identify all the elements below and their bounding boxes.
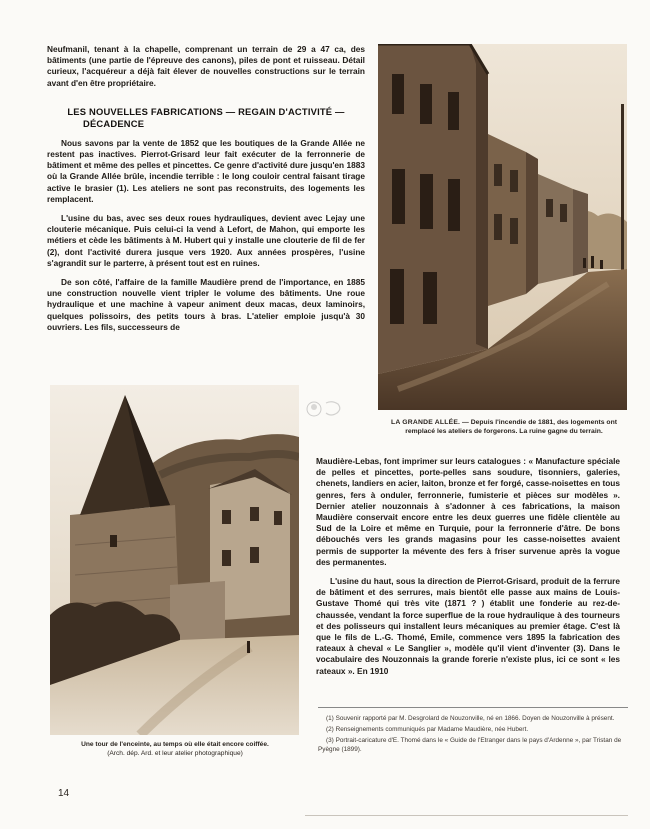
tour-enceinte-photo-graphic — [50, 385, 299, 735]
caption-grande-allee — [378, 418, 630, 436]
intro-paragraph: Neufmanil, tenant à la chapelle, comprenant un terrain de 29 a 47 ca, des bâtiments (une partie de l'épreuve des canons), piles de pont et ruisseau. Détail curieux, l'acquéreur a déjà fait élever de nouvelles constructions sur le terrain avant d'en être propriétaire. — [47, 44, 365, 88]
photo-grande-allee — [378, 44, 627, 410]
caption-bottom-line2: (Arch. dép. Ard. et leur atelier photographique) — [107, 750, 243, 757]
caption-tour-enceinte — [50, 740, 300, 758]
footnote-3: (3) Portrait-caricature d'E. Thomé dans le « Guide de l'Etranger dans le pays d'Ardenne », par Tristan de Pyègne (1899). — [318, 737, 622, 753]
section-title-line1: LES NOUVELLES FABRICATIONS — REGAIN D'ACTIVITÉ — — [67, 105, 345, 117]
paragraph-catalogues: Maudière-Lebas, font imprimer sur leurs catalogues : « Manufacture spéciale de pelles et pincettes, porte-pelles sans soudure, tisonniers, galeries, chenets, landiers en acier, laiton, bronze et fer forgé, casse-noisettes en tous genres, fers à onduler, ferronnerie, fumisterie et pièces sur modèles ». Dernier atelier nouzonnais à s'adonner à ces fabrications, la maison Maudière conservait encore entre les deux guerres une fidèle clientèle au Sud de la Loire et même en Turquie, pour la ferronnerie d'âtre. De bons débouchés vers les grands magasins pour les casse-noisettes avaient permis de supporter la mévente des fers à friser survenue après la vogue des permanentes. — [316, 456, 620, 567]
footnotes — [318, 707, 628, 756]
caption-top-text: — Depuis l'incendie de 1881, des logements ont remplacé les ateliers de forgerons. La ruine gagne du terrain. — [405, 419, 617, 435]
section-heading — [47, 106, 365, 130]
paragraph-usine-du-bas: L'usine du bas, avec ses deux roues hydrauliques, devient avec Lejay une clouterie mécanique. Puis celui-ci la vend à Lefort, de Mahon, qui emporte les métiers et cède les bâtiments à M. Hubert qui y installe une clouterie de fil de fer (2), dont l'activité durera jusque vers 1920. Aux années prospères, l'usine s'agrandit sur le parterre, à présent tout est en ruines. — [47, 213, 365, 268]
caption-top-lead: LA GRANDE ALLÉE. — [390, 419, 461, 426]
paragraph-usine-du-haut: L'usine du haut, sous la direction de Pierrot-Grisard, produit de la ferrure de bâtiment et des serrures, mais bientôt elle passe aux mains de Louis-Gustave Thomé qui très vite (1871 ? ) établit une fonderie au rez-de-chaussée, vendant la force superflue de la roue hydraulique à des tourneurs et des polisseurs qui installent leurs mécaniques au premier étage. C'est là que le fils de L.-G. Thomé, Emile, commence vers 1895 la fabrication des rateaux à cheval « Le Sanglier », modèle qu'il vient d'inventer (3). Dans le vocabulaire des Nouzonnais la grande forerie n'existe plus, ici ce sont « les rateaux ». En 1910 — [316, 576, 620, 676]
left-text-column — [47, 44, 365, 333]
bottom-rule — [305, 815, 628, 816]
caption-bottom-line1: Une tour de l'enceinte, au temps où elle était encore coiffée. — [81, 741, 269, 748]
footnote-1: (1) Souvenir rapporté par M. Desgrolard de Nouzonville, né en 1866. Doyen de Nouzonville à présent. — [326, 715, 615, 722]
paragraph-maudiere: De son côté, l'affaire de la famille Maudière prend de l'importance, en 1885 une construction nouvelle vient tripler le volume des bâtiments. Une roue hydraulique et une machine à vapeur animent deux macas, deux laminoirs, quelques polissoirs, des petits tours à bras. L'atelier emploie jusqu'à 30 ouvriers. Les fils, successeurs de — [47, 277, 365, 332]
right-text-column — [316, 456, 620, 677]
footnote-2: (2) Renseignements communiqués par Madame Maudière, née Hubert. — [326, 726, 529, 733]
section-title-line2: DÉCADENCE — [83, 117, 145, 129]
page-number: 14 — [58, 788, 70, 799]
archive-stamp-icon — [306, 398, 344, 420]
paragraph-grande-allee: Nous savons par la vente de 1852 que les boutiques de la Grande Allée ne restent pas inactives. Pierrot-Grisard leur fait exécuter de la ferronnerie de bâtiment et même des pelles et pincettes. Ce genre d'activité dure jusqu'en 1883 où la Grande Allée brûle, incendie terrible : le long couloir central faisant tirage active le brasier (1). Les ateliers ne sont pas reconstruits, des logements les remplacent. — [47, 137, 365, 204]
photo-tour-enceinte — [50, 385, 299, 735]
grande-allee-photo-graphic — [378, 44, 627, 410]
